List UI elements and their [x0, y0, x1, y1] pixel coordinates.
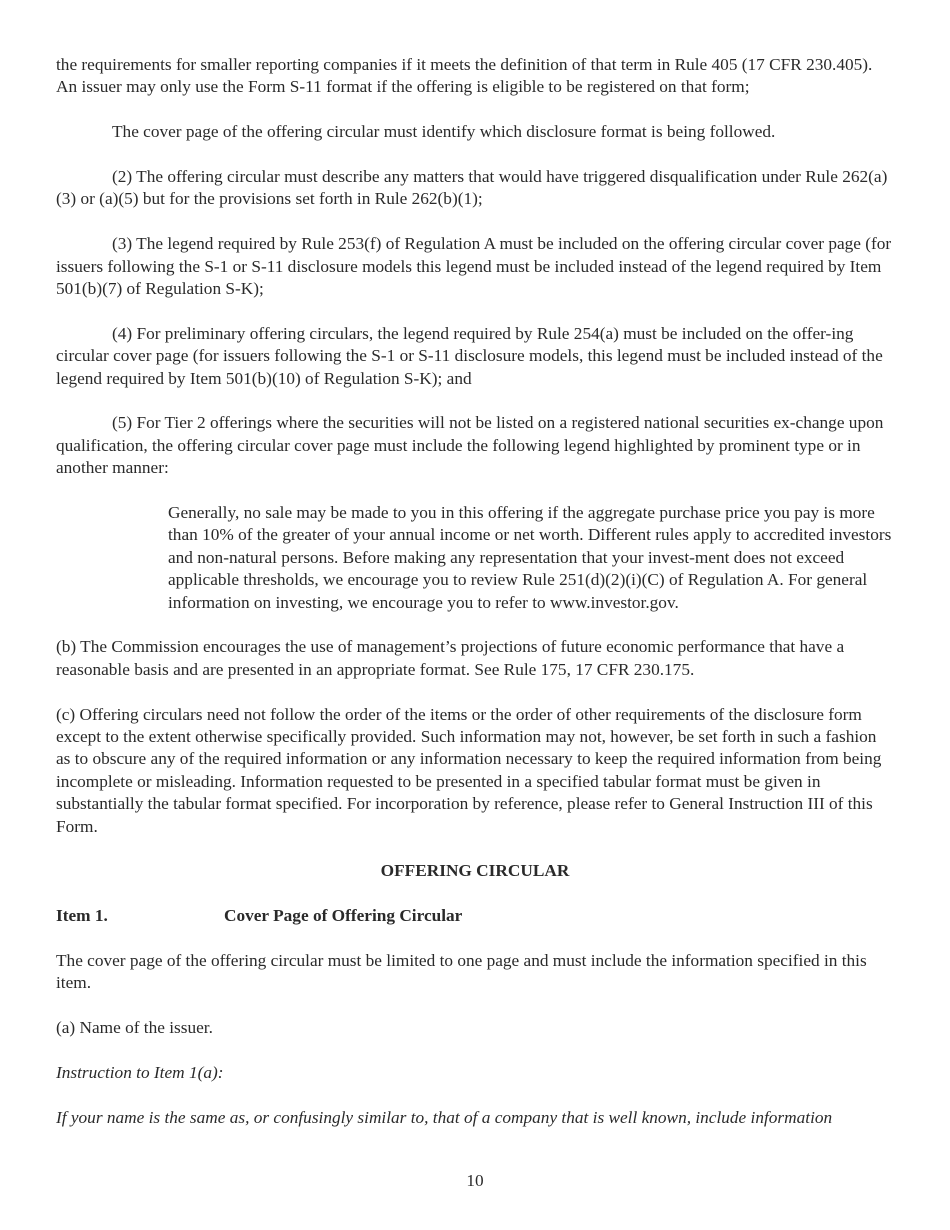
legend-blockquote: Generally, no sale may be made to you in this offering if the aggregate purchase price you pay is more than 10% of the greater of your annual income or net worth. Different rules apply to accredited investors and non-natural persons. Before making any representation that your invest-ment does not exceed applicable thresholds, we encourage you to review Rule 251(d)(2)(i)(C) of Regulation A. For general information on investing, we encourage you to refer to www.investor.gov.: [168, 503, 892, 612]
document-page: [56, 54, 894, 1152]
paragraph-item-2: (2) The offering circular must describe any matters that would have triggered disqualification under Rule 262(a)(3) or (a)(5) but for the provisions set forth in Rule 262(b)(1);: [56, 167, 888, 209]
instruction-heading: Instruction to Item 1(a):: [56, 1063, 224, 1083]
paragraph-b: (b) The Commission encourages the use of management’s projections of future economic performance that have a reasonable basis and are presented in an appropriate format. See Rule 175, 17 CFR 230.175.: [56, 637, 845, 679]
item-intro: The cover page of the offering circular must be limited to one page and must include the information specified in this item.: [56, 951, 867, 993]
paragraph-item-5: (5) For Tier 2 offerings where the securities will not be listed on a registered national securities ex-change upon qualification, the offering circular cover page must include the following legend highlighted by prominent type or in another manner:: [56, 413, 884, 478]
item-heading: [56, 905, 894, 927]
paragraph-c: (c) Offering circulars need not follow the order of the items or the order of other requirements of the disclosure form except to the extent otherwise specifically provided. Such information may not, however, be set forth in such a fashion as to obscure any of the required information or any information necessary to keep the required information from being incomplete or misleading. Information requested to be presented in a specified tabular format must be given in substantially the tabular format specified. For incorporation by reference, please refer to General Instruction III of this Form.: [56, 704, 882, 836]
paragraph-item-4: (4) For preliminary offering circulars, the legend required by Rule 254(a) must be included on the offer-ing circular cover page (for issuers following the S-1 or S-11 disclosure models, this legend must be included instead of the legend required by Item 501(b)(10) of Regulation S-K); and: [56, 323, 883, 388]
instruction-text: If your name is the same as, or confusingly similar to, that of a company that is well known, include information: [56, 1107, 833, 1127]
item-a: (a) Name of the issuer.: [56, 1018, 213, 1038]
section-title: OFFERING CIRCULAR: [380, 861, 570, 881]
paragraph-cover-page-format: The cover page of the offering circular must identify which disclosure format is being followed.: [112, 122, 776, 142]
item-number: Item 1.: [56, 906, 108, 926]
paragraph-item-3: (3) The legend required by Rule 253(f) of Regulation A must be included on the offering circular cover page (for issuers following the S-1 or S-11 disclosure models this legend must be included instead of the legend required by Item 501(b)(7) of Regulation S-K);: [56, 234, 892, 299]
item-title: Cover Page of Offering Circular: [224, 906, 463, 926]
page-number: 10: [466, 1171, 484, 1190]
paragraph-smaller-reporting: the requirements for smaller reporting companies if it meets the definition of that term in Rule 405 (17 CFR 230.405). An issuer may only use the Form S-11 format if the offering is eligible to be registered on that form;: [56, 55, 873, 97]
